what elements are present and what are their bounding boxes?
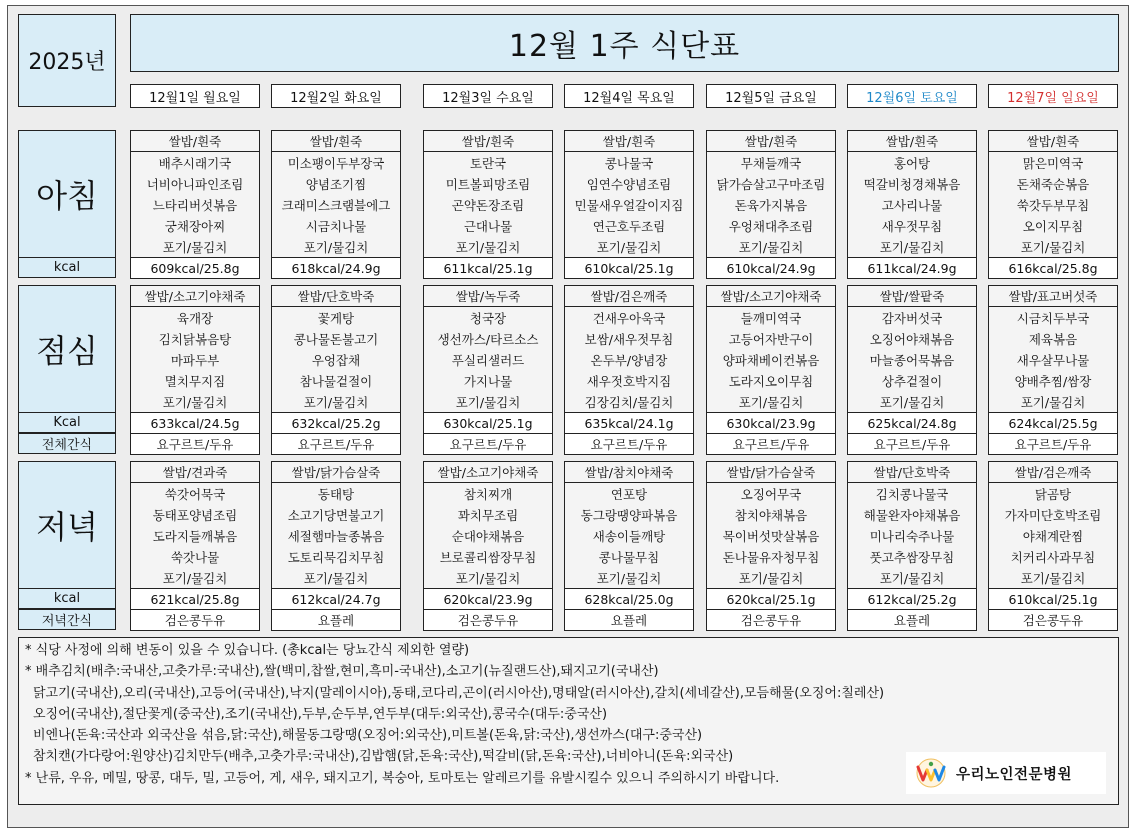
menu-item: 콩나물국 — [604, 155, 654, 171]
menu-item: 미소팽이두부장국 — [287, 155, 385, 171]
menu-item: 포기/물김치 — [1020, 239, 1086, 255]
menu-item: 배추시래기국 — [158, 155, 232, 171]
menu-item: 도라지들깨볶음 — [152, 528, 238, 544]
rice-porridge: 쌀밥/흰죽 — [707, 131, 835, 152]
menu-item: 마늘종어묵볶음 — [869, 352, 955, 368]
breakfast-day-column — [988, 130, 1118, 279]
kcal-value: 625kcal/24.8g — [848, 412, 976, 433]
menu-item: 육개장 — [176, 310, 214, 326]
menu-item: 생선까스/타르소스 — [437, 331, 539, 347]
rice-porridge: 쌀밥/소고기야채죽 — [707, 286, 835, 307]
menu-item: 임연수양념조림 — [586, 176, 672, 192]
menu-item: 포기/물김치 — [303, 394, 369, 410]
menu-item: 들깨미역국 — [740, 310, 802, 326]
day-header: 12월2일 화요일 — [271, 84, 401, 108]
menu-item: 우엉잡채 — [311, 352, 361, 368]
dinner-day-column — [564, 461, 694, 631]
day-header: 12월6일 토요일 — [847, 84, 977, 108]
menu-item: 제육볶음 — [1028, 331, 1078, 347]
note-line: 참치캔(가다랑어:원양산)김치만두(배추,고춧가루:국내산),김밥햄(닭,돈육:국산),떡갈비(닭,돈육:국산),너비아니(돈육:외국산) — [33, 749, 734, 765]
dinner-day-column — [706, 461, 836, 631]
kcal-value: 621kcal/25.8g — [131, 588, 259, 609]
snack-item: 검은콩두유 — [707, 609, 835, 630]
hospital-logo — [906, 752, 1106, 794]
snack-item: 검은콩두유 — [424, 609, 552, 630]
menu-item: 근대나물 — [463, 218, 513, 234]
rice-porridge: 쌀밥/흰죽 — [424, 131, 552, 152]
rice-porridge: 쌀밥/단호박죽 — [272, 286, 400, 307]
breakfast-kcal-label: kcal — [18, 257, 116, 278]
dinner-snack-label: 저녁간식 — [18, 609, 116, 630]
menu-item: 마파두부 — [170, 352, 220, 368]
kcal-value: 610kcal/25.1g — [565, 257, 693, 278]
rice-porridge: 쌀밥/소고기야채죽 — [131, 286, 259, 307]
menu-item: 야채계란찜 — [1022, 528, 1084, 544]
kcal-value: 632kcal/25.2g — [272, 412, 400, 433]
menu-item: 풋고추쌈장무침 — [869, 549, 955, 565]
menu-item: 가자미단호박조림 — [1004, 507, 1102, 523]
kcal-value: 611kcal/24.9g — [848, 257, 976, 278]
menu-item: 꽈치무조림 — [457, 507, 519, 523]
lunch-kcal-label: Kcal — [18, 412, 116, 433]
lunch-day-column — [423, 285, 553, 455]
hospital-name: 우리노인전문병원 — [956, 766, 1073, 783]
kcal-value: 610kcal/24.9g — [707, 257, 835, 278]
snack-item: 요구르트/두유 — [707, 433, 835, 454]
menu-item: 김치닭볶음탕 — [158, 331, 232, 347]
kcal-value: 620kcal/23.9g — [424, 588, 552, 609]
menu-item: 동태포양념조림 — [152, 507, 238, 523]
menu-item: 포기/물김치 — [455, 239, 521, 255]
menu-item: 참나물겉절이 — [299, 373, 373, 389]
rice-porridge: 쌀밥/견과죽 — [131, 462, 259, 483]
rice-porridge: 쌀밥/닭가슴살죽 — [707, 462, 835, 483]
snack-item: 검은콩두유 — [131, 609, 259, 630]
day-header: 12월5일 금요일 — [706, 84, 836, 108]
menu-item: 새우살무나물 — [1016, 352, 1090, 368]
rice-porridge: 쌀밥/흰죽 — [272, 131, 400, 152]
lunch-day-column — [271, 285, 401, 455]
menu-item: 도라지오이무침 — [728, 373, 814, 389]
menu-item: 연포탕 — [610, 486, 648, 502]
menu-item: 참치야채볶음 — [734, 507, 808, 523]
menu-item: 보쌈/새우젓무침 — [584, 331, 674, 347]
menu-item: 포기/물김치 — [879, 239, 945, 255]
kcal-value: 611kcal/25.1g — [424, 257, 552, 278]
day-header: 12월1일 월요일 — [130, 84, 260, 108]
menu-item: 포기/물김치 — [738, 570, 804, 586]
day-header: 12월7일 일요일 — [988, 84, 1118, 108]
kcal-value: 630kcal/23.9g — [707, 412, 835, 433]
snack-item: 검은콩두유 — [989, 609, 1117, 630]
menu-item: 오징어야채볶음 — [869, 331, 955, 347]
menu-item: 포기/물김치 — [162, 394, 228, 410]
snack-item: 요구르트/두유 — [848, 433, 976, 454]
snack-item: 요구르트/두유 — [989, 433, 1117, 454]
menu-item: 우엉채대추조림 — [728, 218, 814, 234]
kcal-value: 616kcal/25.8g — [989, 257, 1117, 278]
menu-item: 닭가슴살고구마조림 — [716, 176, 826, 192]
note-line: 비엔나(돈육:국산과 외국산을 섞음,닭:국산),해물동그랑땡(오징어:외국산),미트볼(돈육,닭:국산),생선까스(대구:중국산) — [33, 728, 703, 744]
menu-item: 포기/물김치 — [162, 239, 228, 255]
menu-item: 김장김치/물김치 — [584, 394, 674, 410]
lunch-day-column — [988, 285, 1118, 455]
rice-porridge: 쌀밥/흰죽 — [848, 131, 976, 152]
menu-item: 시금치나물 — [305, 218, 367, 234]
lunch-day-column — [564, 285, 694, 455]
menu-item: 새우젓무침 — [881, 218, 943, 234]
menu-item: 청국장 — [469, 310, 507, 326]
dinner-day-column — [988, 461, 1118, 631]
menu-item: 푸실리샐러드 — [451, 352, 525, 368]
menu-item: 떡갈비청경채볶음 — [863, 176, 961, 192]
menu-item: 고사리나물 — [881, 197, 943, 213]
menu-item: 김치콩나물국 — [875, 486, 949, 502]
rice-porridge: 쌀밥/검은깨죽 — [989, 462, 1117, 483]
menu-item: 곤약돈장조림 — [451, 197, 525, 213]
menu-item: 돈육가지볶음 — [734, 197, 808, 213]
kcal-value: 633kcal/24.5g — [131, 412, 259, 433]
kcal-value: 620kcal/25.1g — [707, 588, 835, 609]
rice-porridge: 쌀밥/소고기야채죽 — [424, 462, 552, 483]
rice-porridge: 쌀밥/흰죽 — [131, 131, 259, 152]
menu-item: 오징어무국 — [740, 486, 802, 502]
menu-item: 소고기당면불고기 — [287, 507, 385, 523]
rice-porridge: 쌀밥/흰죽 — [989, 131, 1117, 152]
menu-item: 포기/물김치 — [1020, 394, 1086, 410]
menu-item: 멸치무지짐 — [164, 373, 226, 389]
dinner-kcal-label: kcal — [18, 588, 116, 609]
kcal-value: 628kcal/25.0g — [565, 588, 693, 609]
snack-item: 요플레 — [565, 609, 693, 630]
lunch-label: 점심 — [18, 285, 116, 412]
menu-item: 치커리사과무침 — [1010, 549, 1096, 565]
rice-porridge: 쌀밥/참치야채죽 — [565, 462, 693, 483]
note-line: 닭고기(국내산),오리(국내산),고등어(국내산),낙지(말레이시아),동태,코다리,곤이(러시아산),명태알(러시아산),갈치(세네갈산),모듬해물(오징어:칠레산) — [33, 685, 885, 701]
kcal-value: 630kcal/25.1g — [424, 412, 552, 433]
lunch-day-column — [847, 285, 977, 455]
menu-item: 해물완자야채볶음 — [863, 507, 961, 523]
menu-item: 꽃게탕 — [317, 310, 355, 326]
menu-item: 느타리버섯볶음 — [152, 197, 238, 213]
kcal-value: 612kcal/24.7g — [272, 588, 400, 609]
menu-item: 양념조기찜 — [305, 176, 367, 192]
menu-item: 너비아니파인조림 — [146, 176, 244, 192]
note-line: * 식당 사정에 의해 변동이 있을 수 있습니다. (총kcal는 당뇨간식 제외한 열량) — [25, 643, 470, 658]
menu-item: 돈나물유자청무침 — [722, 549, 820, 565]
menu-item: 포기/물김치 — [1020, 570, 1086, 586]
menu-item: 무채들깨국 — [740, 155, 802, 171]
kcal-value: 609kcal/25.8g — [131, 257, 259, 278]
dinner-day-column — [847, 461, 977, 631]
page-title: 12월 1주 식단표 — [130, 14, 1119, 72]
dinner-day-column — [130, 461, 260, 631]
menu-item: 가지나물 — [463, 373, 513, 389]
day-header: 12월4일 목요일 — [564, 84, 694, 108]
menu-item: 동그랑땡양파볶음 — [580, 507, 678, 523]
menu-item: 맑은미역국 — [1022, 155, 1084, 171]
menu-item: 콩나물무침 — [598, 549, 660, 565]
menu-item: 쑥갓나물 — [170, 549, 220, 565]
note-line: * 난류, 우유, 메밀, 땅콩, 대두, 밀, 고등어, 게, 새우, 돼지고기, 복숭아, 토마토는 알레르기를 유발시킬수 있으니 주의하시기 바랍니다. — [25, 770, 780, 786]
note-line: 오징어(국내산),절단꽃게(중국산),조기(국내산),두부,순두부,연두부(대두:외국산),콩국수(대두:중국산) — [33, 706, 608, 722]
lunch-snack-label: 전체간식 — [18, 433, 116, 454]
menu-item: 고등어자반구이 — [728, 331, 814, 347]
rice-porridge: 쌀밥/검은깨죽 — [565, 286, 693, 307]
menu-item: 돈채죽순볶음 — [1016, 176, 1090, 192]
snack-item: 요구르트/두유 — [131, 433, 259, 454]
breakfast-day-column — [130, 130, 260, 279]
menu-item: 순대야채볶음 — [451, 528, 525, 544]
snack-item: 요플레 — [848, 609, 976, 630]
note-line: * 배추김치(배추:국내산,고춧가루:국내산),쌀(백미,찹쌀,현미,흑미-국내산),소고기(뉴질랜드산),돼지고기(국내산) — [25, 664, 659, 680]
breakfast-day-column — [564, 130, 694, 279]
year-label: 2025년 — [18, 14, 116, 107]
menu-item: 동태탕 — [317, 486, 355, 502]
menu-item: 새송이들깨탕 — [592, 528, 666, 544]
menu-item: 세절햄마늘종볶음 — [287, 528, 385, 544]
menu-item: 도토리묵김치무침 — [287, 549, 385, 565]
menu-item: 토란국 — [469, 155, 507, 171]
kcal-value: 610kcal/25.1g — [989, 588, 1117, 609]
menu-item: 민물새우얼갈이지짐 — [574, 197, 684, 213]
kcal-value: 635kcal/24.1g — [565, 412, 693, 433]
menu-item: 포기/물김치 — [596, 570, 662, 586]
rice-porridge: 쌀밥/녹두죽 — [424, 286, 552, 307]
day-header: 12월3일 수요일 — [423, 84, 553, 108]
rice-porridge: 쌀밥/흰죽 — [565, 131, 693, 152]
dinner-day-column — [271, 461, 401, 631]
menu-item: 상추겉절이 — [881, 373, 943, 389]
breakfast-day-column — [423, 130, 553, 279]
breakfast-day-column — [847, 130, 977, 279]
menu-item: 건새우아욱국 — [592, 310, 666, 326]
menu-item: 포기/물김치 — [162, 570, 228, 586]
menu-item: 오이지무침 — [1022, 218, 1084, 234]
menu-item: 콩나물돈불고기 — [293, 331, 379, 347]
menu-item: 포기/물김치 — [738, 239, 804, 255]
menu-item: 미나리숙주나물 — [869, 528, 955, 544]
menu-item: 쑥갓어묵국 — [164, 486, 226, 502]
breakfast-day-column — [706, 130, 836, 279]
kcal-value: 624kcal/25.5g — [989, 412, 1117, 433]
rice-porridge: 쌀밥/닭가슴살죽 — [272, 462, 400, 483]
menu-item: 시금치두부국 — [1016, 310, 1090, 326]
menu-item: 목이버섯맛살볶음 — [722, 528, 820, 544]
menu-item: 새우젓호박지짐 — [586, 373, 672, 389]
menu-item: 쑥갓두부무침 — [1016, 197, 1090, 213]
menu-item: 포기/물김치 — [303, 570, 369, 586]
dinner-day-column — [423, 461, 553, 631]
dinner-label: 저녁 — [18, 461, 116, 588]
menu-item: 양파채베이컨볶음 — [722, 352, 820, 368]
menu-item: 포기/물김치 — [596, 239, 662, 255]
menu-item: 포기/물김치 — [738, 394, 804, 410]
menu-item: 포기/물김치 — [303, 239, 369, 255]
menu-item: 포기/물김치 — [879, 394, 945, 410]
snack-item: 요구르트/두유 — [272, 433, 400, 454]
snack-item: 요구르트/두유 — [565, 433, 693, 454]
kcal-value: 612kcal/25.2g — [848, 588, 976, 609]
menu-item: 포기/물김치 — [879, 570, 945, 586]
menu-item: 연근호두조림 — [592, 218, 666, 234]
menu-item: 참치찌개 — [463, 486, 513, 502]
snack-item: 요구르트/두유 — [424, 433, 552, 454]
menu-item: 닭곰탕 — [1034, 486, 1072, 502]
hospital-logo-icon — [912, 758, 950, 788]
menu-item: 브로콜리쌈장무침 — [439, 549, 537, 565]
lunch-day-column — [706, 285, 836, 455]
menu-item: 미트볼피망조림 — [445, 176, 531, 192]
menu-item: 포기/물김치 — [455, 394, 521, 410]
menu-item: 홍어탕 — [893, 155, 931, 171]
rice-porridge: 쌀밥/표고버섯죽 — [989, 286, 1117, 307]
breakfast-label: 아침 — [18, 130, 116, 257]
kcal-value: 618kcal/24.9g — [272, 257, 400, 278]
menu-item: 크래미스크램블에그 — [281, 197, 391, 213]
rice-porridge: 쌀밥/쌀팥죽 — [848, 286, 976, 307]
menu-item: 양배추찜/쌈장 — [1014, 373, 1092, 389]
menu-item: 감자버섯국 — [881, 310, 943, 326]
lunch-day-column — [130, 285, 260, 455]
breakfast-day-column — [271, 130, 401, 279]
menu-item: 온두부/양념장 — [590, 352, 668, 368]
snack-item: 요플레 — [272, 609, 400, 630]
rice-porridge: 쌀밥/단호박죽 — [848, 462, 976, 483]
menu-item: 포기/물김치 — [455, 570, 521, 586]
menu-item: 궁채장아찌 — [164, 218, 226, 234]
